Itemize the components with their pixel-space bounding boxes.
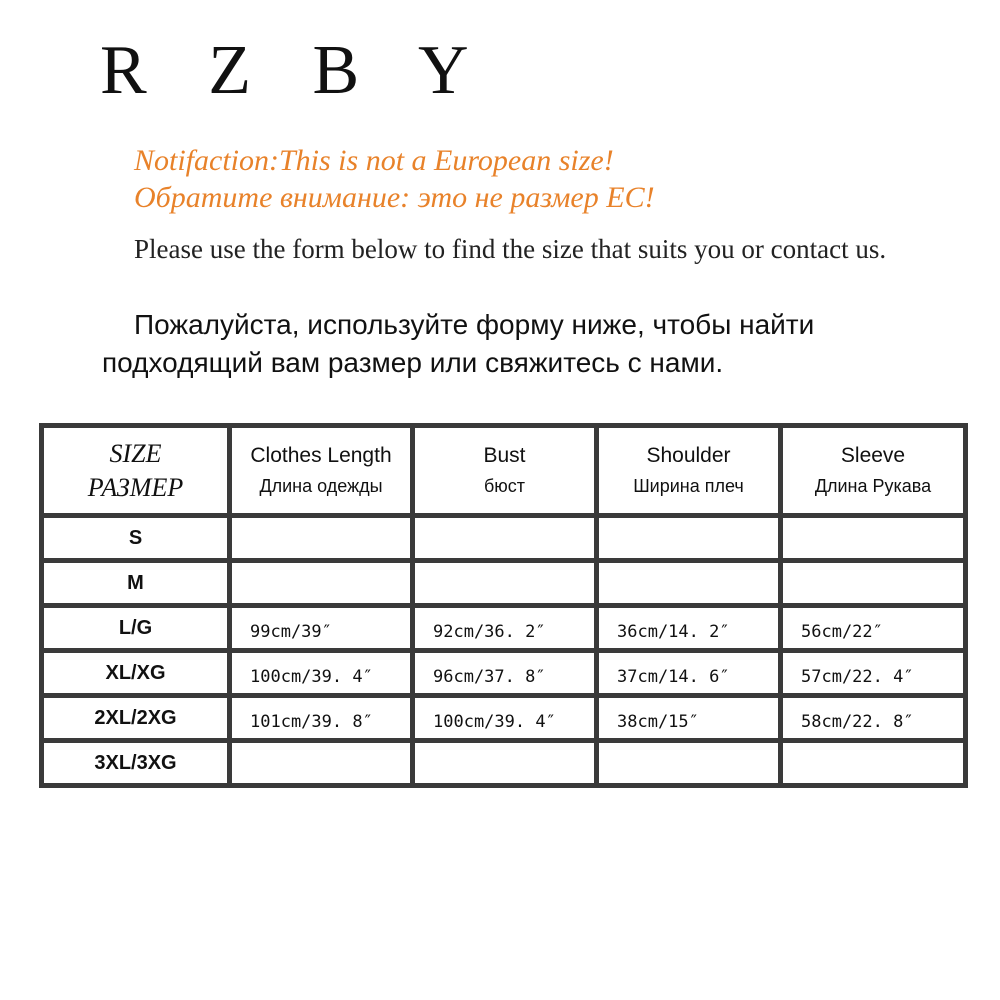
instructions-russian: Пожалуйста, используйте форму ниже, чтобы найти подходящий вам размер или свяжитесь с нами. bbox=[102, 309, 815, 378]
table-row bbox=[42, 741, 966, 786]
table-header-row bbox=[42, 426, 966, 516]
size-label: L/G bbox=[42, 606, 230, 651]
table-row bbox=[42, 696, 966, 741]
size-chart-table bbox=[39, 423, 968, 788]
size-header-ru: РАЗМЕР bbox=[87, 472, 184, 502]
sleeve-value: 57cm/22. 4″ bbox=[781, 651, 966, 696]
brand-logo: R Z B Y bbox=[100, 32, 491, 109]
column-header-en: Sleeve bbox=[840, 443, 906, 467]
column-header-sleeve bbox=[781, 426, 966, 516]
bust-value bbox=[413, 561, 597, 606]
size-label: 2XL/2XG bbox=[42, 696, 230, 741]
size-header-en: SIZE bbox=[109, 438, 162, 468]
clothes-length-value bbox=[230, 516, 413, 561]
clothes-length-value: 101cm/39. 8″ bbox=[230, 696, 413, 741]
column-header-en: Shoulder bbox=[646, 443, 731, 467]
bust-value: 100cm/39. 4″ bbox=[413, 696, 597, 741]
column-header-ru: Ширина плеч bbox=[633, 475, 744, 496]
bust-value bbox=[413, 516, 597, 561]
size-column-header bbox=[42, 426, 230, 516]
sleeve-value bbox=[781, 516, 966, 561]
table-row bbox=[42, 561, 966, 606]
shoulder-value bbox=[597, 561, 781, 606]
clothes-length-value: 99cm/39″ bbox=[230, 606, 413, 651]
column-header-ru: Длина Рукава bbox=[814, 475, 932, 496]
clothes-length-value bbox=[230, 741, 413, 786]
instructions-english: Please use the form below to find the size that suits you or contact us. bbox=[134, 234, 887, 264]
size-label: XL/XG bbox=[42, 651, 230, 696]
sleeve-value: 58cm/22. 8″ bbox=[781, 696, 966, 741]
sleeve-value bbox=[781, 741, 966, 786]
bust-value bbox=[413, 741, 597, 786]
table-row bbox=[42, 651, 966, 696]
clothes-length-value bbox=[230, 561, 413, 606]
bust-value: 92cm/36. 2″ bbox=[413, 606, 597, 651]
size-label: S bbox=[42, 516, 230, 561]
table-row bbox=[42, 606, 966, 651]
size-notice bbox=[134, 142, 655, 216]
notice-russian: Обратите внимание: это не размер ЕС! bbox=[134, 181, 655, 214]
column-header-clothes-length bbox=[230, 426, 413, 516]
clothes-length-value: 100cm/39. 4″ bbox=[230, 651, 413, 696]
size-label: M bbox=[42, 561, 230, 606]
shoulder-value bbox=[597, 741, 781, 786]
shoulder-value: 37cm/14. 6″ bbox=[597, 651, 781, 696]
column-header-ru: бюст bbox=[483, 475, 526, 496]
table-row bbox=[42, 516, 966, 561]
shoulder-value bbox=[597, 516, 781, 561]
size-label: 3XL/3XG bbox=[42, 741, 230, 786]
column-header-en: Bust bbox=[483, 443, 526, 467]
sleeve-value: 56cm/22″ bbox=[781, 606, 966, 651]
bust-value: 96cm/37. 8″ bbox=[413, 651, 597, 696]
column-header-bust bbox=[413, 426, 597, 516]
column-header-en: Clothes Length bbox=[250, 443, 392, 467]
notice-english: Notifaction:This is not a European size! bbox=[134, 144, 614, 177]
shoulder-value: 38cm/15″ bbox=[597, 696, 781, 741]
column-header-shoulder bbox=[597, 426, 781, 516]
column-header-ru: Длина одежды bbox=[259, 475, 383, 496]
sleeve-value bbox=[781, 561, 966, 606]
shoulder-value: 36cm/14. 2″ bbox=[597, 606, 781, 651]
